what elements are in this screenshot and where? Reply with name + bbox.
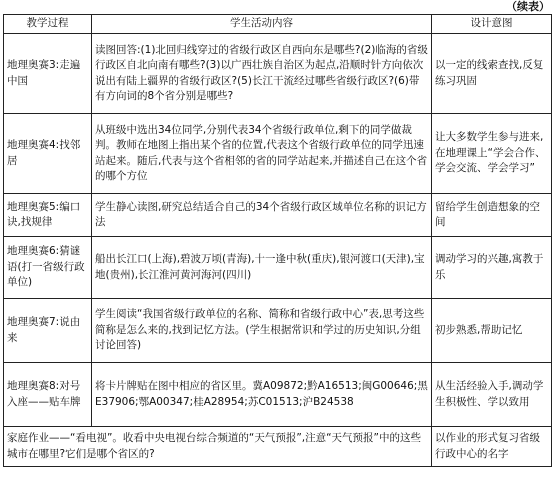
- lesson-table: [3, 14, 552, 467]
- header-activity: 学生活动内容: [92, 15, 432, 34]
- row-activity: 学生静心读图,研究总结适合自己的34个省级行政区域单位名称的识记方法: [92, 194, 432, 237]
- table-header-row: [4, 15, 552, 34]
- row-intent: 调动学习的兴趣,寓教于乐: [432, 237, 552, 299]
- row-process: 地理奥赛4:找邻居: [4, 114, 92, 194]
- row-activity: 从班级中选出34位同学,分别代表34个省级行政单位,剩下的同学做裁判。教师在地图上指出某个省的位置,代表这个省级行政单位的同学迅速站起来。随后,代表与这个省相邻的省的同学站起来,并描述自己在这个省的哪个方位: [92, 114, 432, 194]
- homework-intent: 以作业的形式复习省级行政中心的名字: [432, 427, 552, 467]
- homework-row: [4, 427, 552, 467]
- table-row: [4, 114, 552, 194]
- row-intent: 从生活经验入手,调动学生积极性、学以致用: [432, 363, 552, 427]
- row-process: 地理奥赛6:猜谜语(打一省级行政单位): [4, 237, 92, 299]
- table-row: [4, 363, 552, 427]
- table-row: [4, 34, 552, 114]
- homework-text: 家庭作业——“看电视”。收看中央电视台综合频道的“天气预报”,注意“天气预报”中的这些城市在哪里?它们是哪个省区的?: [4, 427, 432, 467]
- row-process: 地理奥赛7:说由来: [4, 299, 92, 363]
- row-intent: 初步熟悉,帮助记忆: [432, 299, 552, 363]
- continued-label: （续表）: [506, 0, 550, 13]
- row-intent: 留给学生创造想象的空间: [432, 194, 552, 237]
- row-activity: 将卡片牌贴在图中相应的省区里。冀A09872;黔A16513;闽G00646;黑E37906;鄂A00347;桂A28954;苏C01513;沪B24538: [92, 363, 432, 427]
- header-process: 教学过程: [4, 15, 92, 34]
- header-intent: 设计意图: [432, 15, 552, 34]
- row-process: 地理奥赛8:对号入座——贴车牌: [4, 363, 92, 427]
- row-intent: 让大多数学生参与进来,在地理课上“学会合作、学会交流、学会学习”: [432, 114, 552, 194]
- row-process: 地理奥赛5:编口诀,找规律: [4, 194, 92, 237]
- row-activity: 学生阅读“我国省级行政单位的名称、简称和省级行政中心”表,思考这些简称是怎么来的,找到记忆方法。(学生根据常识和学过的历史知识,分组讨论回答): [92, 299, 432, 363]
- row-activity: 船出长江口(上海),碧波万顷(青海),十一逢中秋(重庆),银河渡口(天津),宝地(贵州),长江淮河黄河海河(四川): [92, 237, 432, 299]
- table-row: [4, 237, 552, 299]
- table-row: [4, 194, 552, 237]
- row-intent: 以一定的线索查找,反复练习巩固: [432, 34, 552, 114]
- table-row: [4, 299, 552, 363]
- row-process: 地理奥赛3:走遍中国: [4, 34, 92, 114]
- row-activity: 读图回答:(1)北回归线穿过的省级行政区自西向东是哪些?(2)临海的省级行政区自北向南有哪些?(3)以广西壮族自治区为起点,沿顺时针方向依次说出有陆上疆界的省级行政区?(5)长江干流经过哪些省级行政区?(6)带有方向词的8个省分别是哪些?: [92, 34, 432, 114]
